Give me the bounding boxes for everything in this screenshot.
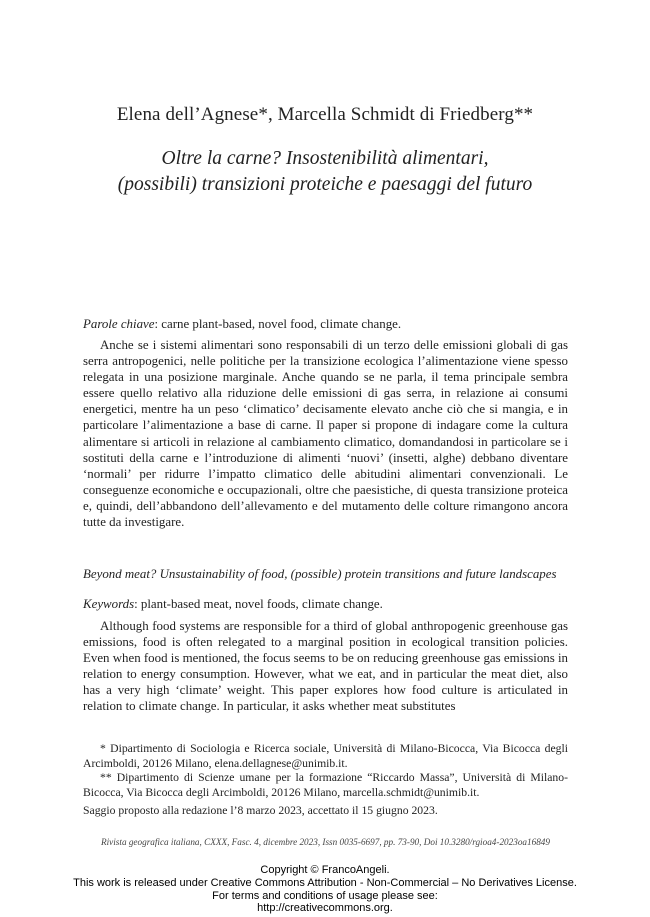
title-line-1: Oltre la carne? Insostenibilità alimentari, <box>161 148 489 169</box>
copyright-line-3: For terms and conditions of usage please see: <box>212 889 438 902</box>
english-keywords-text: : plant-based meat, novel foods, climate change. <box>134 597 383 611</box>
english-abstract-text: Although food systems are responsible for a third of global anthropogenic greenhouse gas emissions, food is often relegated to a marginal position in ecological transition policies. Even when food is mentioned, the focus seems to be on reducing greenhouse gas emissions in relation to energy consumption. However, what we eat, and in particular the meat diet, also has a very high ‘climate’ weight. This paper explores how food culture is articulated in relation to climate change. In particular, it asks whether meat substitutes <box>83 619 568 714</box>
english-abstract <box>83 618 568 715</box>
article-authors: Elena dell’Agnese*, Marcella Schmidt di Friedberg** <box>116 104 534 125</box>
italian-keywords <box>83 316 568 332</box>
copyright-notice <box>0 864 650 915</box>
submission-date: Saggio proposto alla redazione l’8 marzo 2023, accettato il 15 giugno 2023. <box>83 804 438 818</box>
english-keywords <box>83 596 568 612</box>
copyright-link[interactable]: http://creativecommons.org. <box>257 902 393 915</box>
italian-keywords-label: Parole chiave <box>83 317 155 331</box>
footnote-2: ** Dipartimento di Scienze umane per la formazione “Riccardo Massa”, Università di Milano-Bicocca, Via Bicocca degli Arcimboldi, 20126 Milano, marcella.schmidt@unimib.it. <box>83 771 568 799</box>
journal-citation: Rivista geografica italiana, CXXX, Fasc. 4, dicembre 2023, Issn 0035-6697, pp. 73-90, Doi 10.3280/rgioa4-2023oa16849 <box>101 837 550 847</box>
footnote-1: * Dipartimento di Sociologia e Ricerca sociale, Università di Milano-Bicocca, Via Bicocca degli Arcimboldi, 20126 Milano, elena.dellagnese@unimib.it. <box>83 742 568 770</box>
english-title: Beyond meat? Unsustainability of food, (possible) protein transitions and future landscapes <box>83 567 557 581</box>
copyright-line-1: Copyright © FrancoAngeli. <box>260 864 390 876</box>
article-title <box>80 146 570 198</box>
copyright-line-2: This work is released under Creative Commons Attribution - Non-Commercial – No Derivatives License. <box>73 876 577 889</box>
english-keywords-label: Keywords <box>83 597 135 611</box>
footnotes <box>83 742 568 819</box>
italian-abstract <box>83 337 568 530</box>
italian-keywords-text: : carne plant-based, novel food, climate change. <box>154 317 402 331</box>
title-line-2: (possibili) transizioni proteiche e paesaggi del futuro <box>117 174 533 195</box>
italian-abstract-text: Anche se i sistemi alimentari sono responsabili di un terzo delle emissioni globali di gas serra antropogenici, nelle politiche per la transizione ecologica l’alimentazione viene spesso relegata in una posizione marginale. Anche quando se ne parla, il tema principale sembra essere quello relativo alla riduzione delle emissioni di gas serra, in relazione ai consumi energetici, mentre ha un peso ‘climatico’ decisamente elevato anche ciò che si mangia, e in particolare l’alimentazione a base di carne. Il paper si propone di indagare come la cultura alimentare si articoli in relazione al cambiamento climatico, domandandosi in particolare se i sostituti della carne e l’introduzione di alimenti ‘nuovi’ (insetti, alghe) debbano diventare ‘normali’ per ridurre l’impatto climatico delle abitudini alimentari convenzionali. Le conseguenze economiche e occupazionali, oltre che paesistiche, di questa transizione proteica e, quindi, dell’abbandono dell’allevamento e del mutamento delle colture rimangono ancora tutte da investigare. <box>83 338 568 530</box>
